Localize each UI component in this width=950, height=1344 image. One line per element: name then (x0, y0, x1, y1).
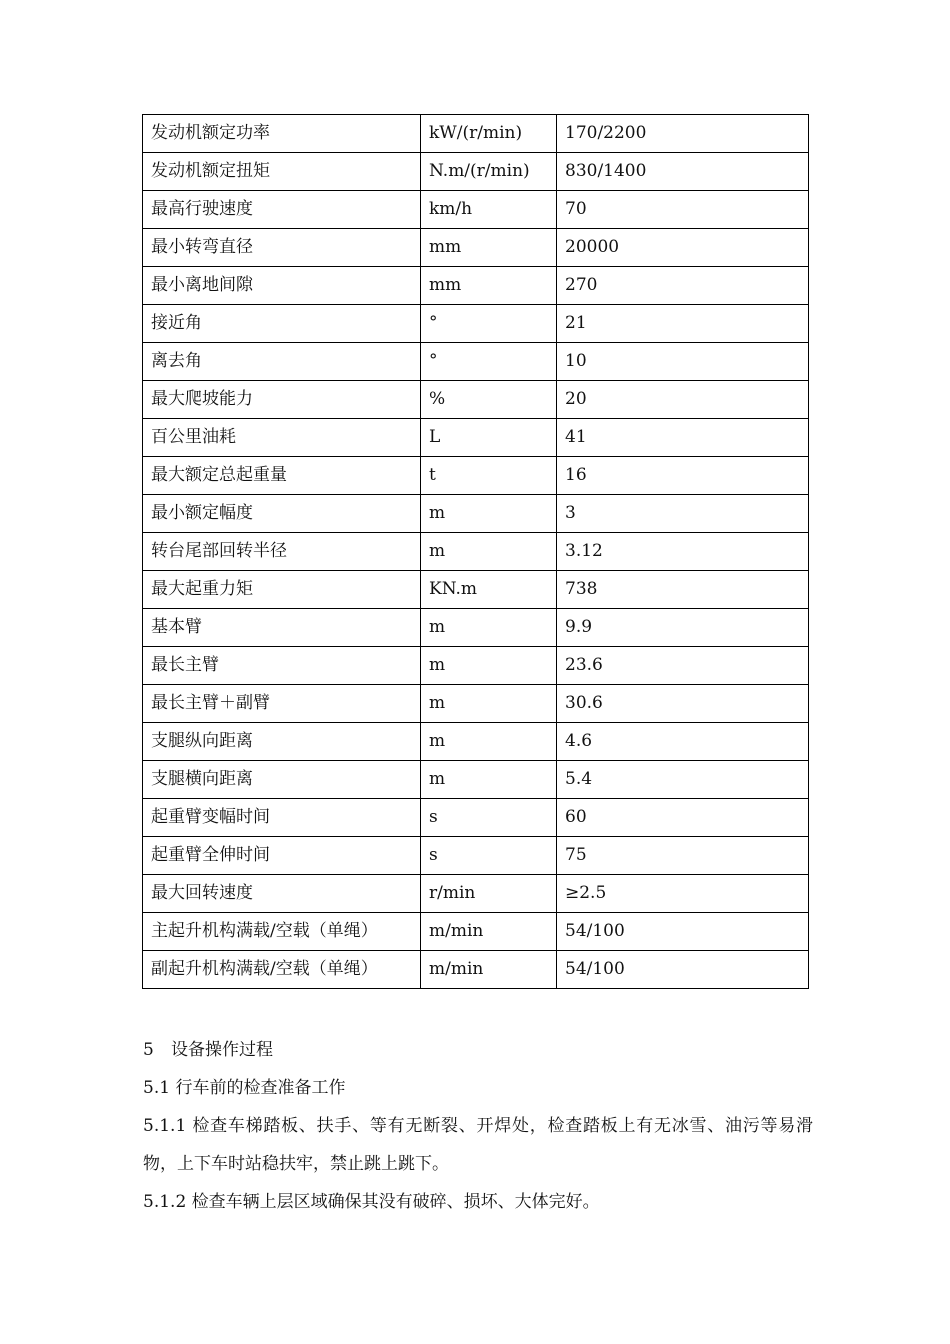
param-unit: m (421, 647, 557, 685)
param-unit: m (421, 685, 557, 723)
param-name: 最长主臂 (143, 647, 421, 685)
table-row (143, 875, 809, 913)
table-row (143, 685, 809, 723)
table-row (143, 153, 809, 191)
param-unit: r/min (421, 875, 557, 913)
param-value: 23.6 (557, 647, 809, 685)
param-value: 54/100 (557, 913, 809, 951)
param-name: 起重臂变幅时间 (143, 799, 421, 837)
table-row (143, 761, 809, 799)
param-value: 830/1400 (557, 153, 809, 191)
table-row (143, 799, 809, 837)
table-row (143, 343, 809, 381)
param-value: 21 (557, 305, 809, 343)
param-name: 副起升机构满载/空载（单绳） (143, 951, 421, 989)
param-name: 发动机额定功率 (143, 115, 421, 153)
param-value: 20000 (557, 229, 809, 267)
param-unit: L (421, 419, 557, 457)
param-value: ≥2.5 (557, 875, 809, 913)
param-value: 30.6 (557, 685, 809, 723)
param-value: 3 (557, 495, 809, 533)
param-value: 4.6 (557, 723, 809, 761)
param-name: 支腿纵向距离 (143, 723, 421, 761)
subsection-title: 5.1 行车前的检查准备工作 (143, 1078, 346, 1098)
param-name: 最小额定幅度 (143, 495, 421, 533)
table-row (143, 495, 809, 533)
param-unit: m (421, 495, 557, 533)
param-name: 最高行驶速度 (143, 191, 421, 229)
param-name: 最大爬坡能力 (143, 381, 421, 419)
table-row (143, 951, 809, 989)
param-value: 738 (557, 571, 809, 609)
document-body (143, 1031, 813, 1221)
param-value: 270 (557, 267, 809, 305)
table-row (143, 381, 809, 419)
param-value: 9.9 (557, 609, 809, 647)
param-unit: KN.m (421, 571, 557, 609)
table-row (143, 533, 809, 571)
table-row (143, 267, 809, 305)
param-unit: km/h (421, 191, 557, 229)
param-value: 54/100 (557, 951, 809, 989)
param-name: 最大额定总起重量 (143, 457, 421, 495)
param-name: 接近角 (143, 305, 421, 343)
param-unit: mm (421, 267, 557, 305)
param-unit: % (421, 381, 557, 419)
param-unit: m (421, 761, 557, 799)
table-row (143, 723, 809, 761)
section-title: 设备操作过程 (171, 1040, 273, 1060)
param-name: 转台尾部回转半径 (143, 533, 421, 571)
param-unit: m/min (421, 913, 557, 951)
table-row (143, 837, 809, 875)
param-unit: m/min (421, 951, 557, 989)
param-name: 发动机额定扭矩 (143, 153, 421, 191)
param-value: 5.4 (557, 761, 809, 799)
param-unit: kW/(r/min) (421, 115, 557, 153)
spec-table (142, 114, 809, 989)
param-unit: mm (421, 229, 557, 267)
param-unit: ° (421, 305, 557, 343)
param-unit: m (421, 609, 557, 647)
param-value: 20 (557, 381, 809, 419)
param-value: 75 (557, 837, 809, 875)
param-unit: m (421, 533, 557, 571)
table-row (143, 913, 809, 951)
param-value: 16 (557, 457, 809, 495)
param-name: 百公里油耗 (143, 419, 421, 457)
table-row (143, 191, 809, 229)
param-name: 支腿横向距离 (143, 761, 421, 799)
param-name: 主起升机构满载/空载（单绳） (143, 913, 421, 951)
param-value: 41 (557, 419, 809, 457)
param-name: 最小离地间隙 (143, 267, 421, 305)
spec-table-body (143, 115, 809, 989)
section-heading (143, 1031, 813, 1069)
param-unit: N.m/(r/min) (421, 153, 557, 191)
param-name: 最大起重力矩 (143, 571, 421, 609)
param-value: 170/2200 (557, 115, 809, 153)
param-name: 最小转弯直径 (143, 229, 421, 267)
section-number: 5 (143, 1040, 154, 1060)
param-unit: t (421, 457, 557, 495)
table-row (143, 305, 809, 343)
param-unit: m (421, 723, 557, 761)
table-row (143, 229, 809, 267)
table-row (143, 115, 809, 153)
param-value: 10 (557, 343, 809, 381)
param-unit: s (421, 837, 557, 875)
param-name: 基本臂 (143, 609, 421, 647)
param-value: 60 (557, 799, 809, 837)
param-unit: ° (421, 343, 557, 381)
param-name: 最大回转速度 (143, 875, 421, 913)
param-name: 离去角 (143, 343, 421, 381)
table-row (143, 609, 809, 647)
param-name: 起重臂全伸时间 (143, 837, 421, 875)
table-row (143, 647, 809, 685)
paragraph-5-1-2: 5.1.2 检查车辆上层区域确保其没有破碎、损坏、大体完好。 (143, 1192, 600, 1212)
table-row (143, 457, 809, 495)
param-name: 最长主臂＋副臂 (143, 685, 421, 723)
param-value: 3.12 (557, 533, 809, 571)
param-unit: s (421, 799, 557, 837)
table-row (143, 419, 809, 457)
table-row (143, 571, 809, 609)
paragraph-5-1-1: 5.1.1 检查车梯踏板、扶手、等有无断裂、开焊处，检查踏板上有无冰雪、油污等易滑物，上下车时站稳扶牢，禁止跳上跳下。 (143, 1116, 813, 1174)
param-value: 70 (557, 191, 809, 229)
